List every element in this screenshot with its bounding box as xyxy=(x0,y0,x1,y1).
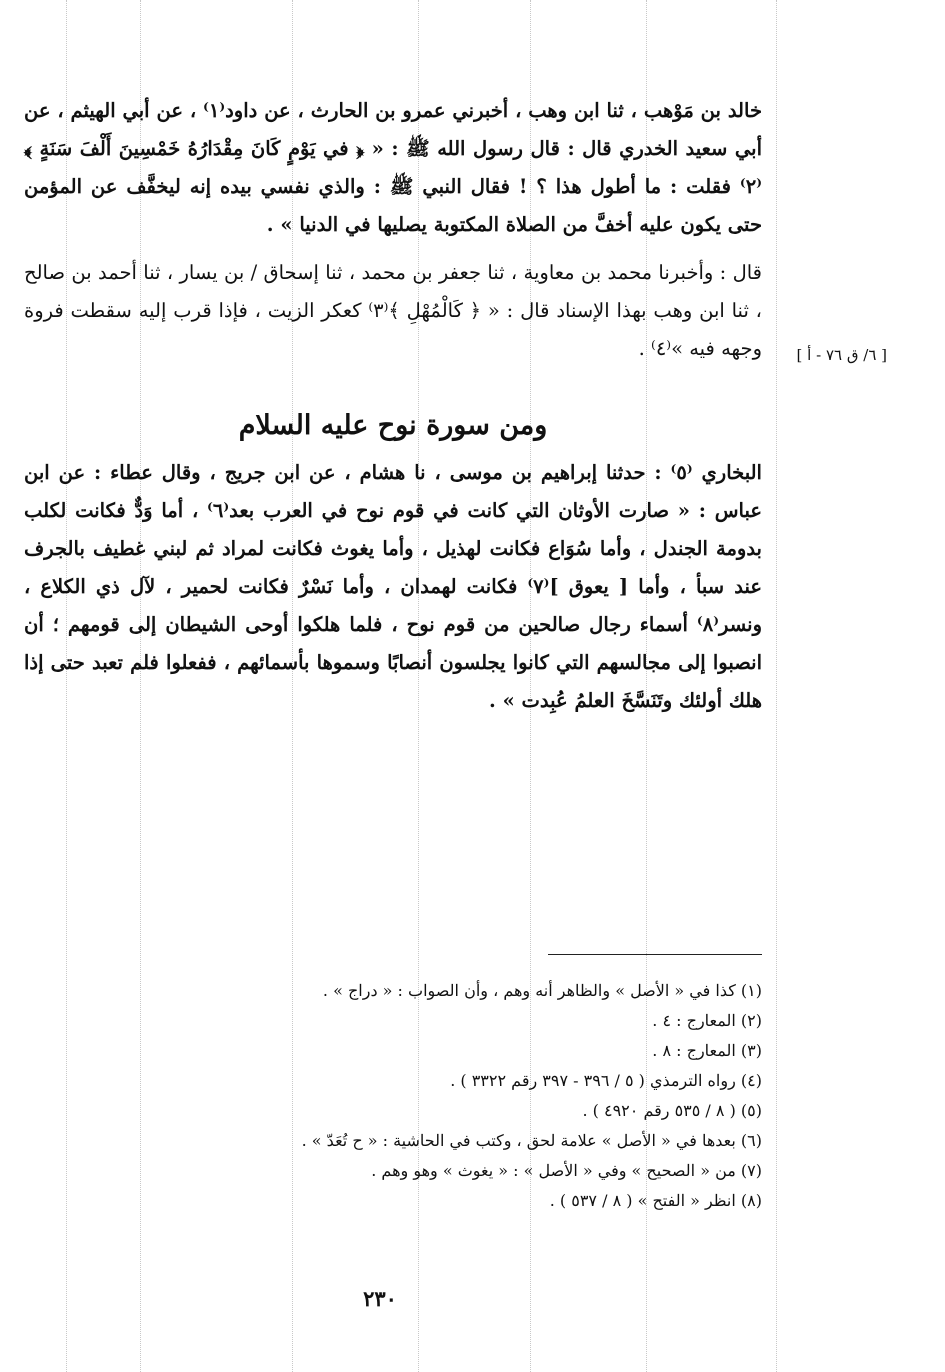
section-heading: ومن سورة نوح عليه السلام xyxy=(238,410,548,441)
hadith-paragraph-2: قال : وأخبرنا محمد بن معاوية ، ثنا جعفر بن محمد ، ثنا إسحاق / بن يسار ، ثنا أحمد بن صالح ، ثنا ابن وهب بهذا الإسناد قال : « ﴿ كَالْمُهْلِ ﴾⁽٣⁾ كعكر الزيت ، فإذا قرب إليه سقطت فروة وجهه فيه »⁽٤⁾ . xyxy=(24,261,762,360)
manuscript-margin-note: [ ٦/ ق ٧٦ - أ ] xyxy=(796,346,887,364)
scan-dotted-line xyxy=(776,0,777,1372)
footnote: (٤) رواه الترمذي ( ٥ / ٣٩٦ - ٣٩٧ رقم ٣٣٢٢ ) . xyxy=(450,1071,762,1090)
footnote-separator xyxy=(548,954,762,955)
footnote: (٣) المعارج : ٨ . xyxy=(652,1041,762,1060)
footnote: (٧) من « الصحيح » وفي « الأصل » : « يغوث » وهو وهم . xyxy=(371,1161,762,1180)
footnote: (٥) ( ٨ / ٥٣٥ رقم ٤٩٢٠ ) . xyxy=(582,1101,762,1120)
main-text xyxy=(24,92,762,720)
footnote: (٨) انظر « الفتح » ( ٨ / ٥٣٧ ) . xyxy=(549,1191,762,1210)
hadith-paragraph-1: خالد بن مَوْهب ، ثنا ابن وهب ، أخبرني عمرو بن الحارث ، عن داود⁽١⁾ ، عن أبي الهيثم ، عن أبي سعيد الخدري قال : قال رسول الله ﷺ : « ﴿ في يَوْمٍ كَانَ مِقْدَارُهُ خَمْسِينَ أَلْفَ سَنَةٍ ﴾⁽٢⁾ فقلت : ما أطول هذا ؟ ! فقال النبي ﷺ : والذي نفسي بيده إنه ليخفَّف عن المؤمن حتى يكون عليه أخفَّ من الصلاة المكتوبة يصليها في الدنيا » . xyxy=(24,99,762,236)
footnote: (٦) بعدها في « الأصل » علامة لحق ، وكتب في الحاشية : « ح تُعَدّ » . xyxy=(301,1131,762,1150)
footnote: (١) كذا في « الأصل » والظاهر أنه وهم ، وأن الصواب : « دراج » . xyxy=(322,981,762,1000)
footnotes xyxy=(24,976,762,1216)
hadith-paragraph-3: البخاري ⁽٥⁾ : حدثنا إبراهيم بن موسى ، نا هشام ، عن ابن جريج ، وقال عطاء : عن ابن عباس : « صارت الأوثان التي كانت في قوم نوح في العرب بعد⁽٦⁾ ، أما وَدٌّ فكانت لكلب بدومة الجندل ، وأما سُوَاع فكانت لهذيل ، وأما يغوث فكانت لمراد ثم لبني غطيف بالجرف عند سبأ ، وأما [ يعوق ]⁽٧⁾ فكانت لهمدان ، وأما نَسْرٌ فكانت لحمير ، لآل ذي الكلاع ، ونسر⁽٨⁾ أسماء رجال صالحين من قوم نوح ، فلما هلكوا أوحى الشيطان إلى قومهم ؛ أن انصبوا إلى مجالسهم التي كانوا يجلسون أنصابًا وسموها بأسمائهم ، ففعلوا فلم تعبد حتى إذا هلك أولئك وتَنَسَّخَ العلمُ عُبِدت » . xyxy=(24,461,762,712)
page-number: ٢٣٠ xyxy=(363,1286,397,1311)
footnote: (٢) المعارج : ٤ . xyxy=(652,1011,762,1030)
